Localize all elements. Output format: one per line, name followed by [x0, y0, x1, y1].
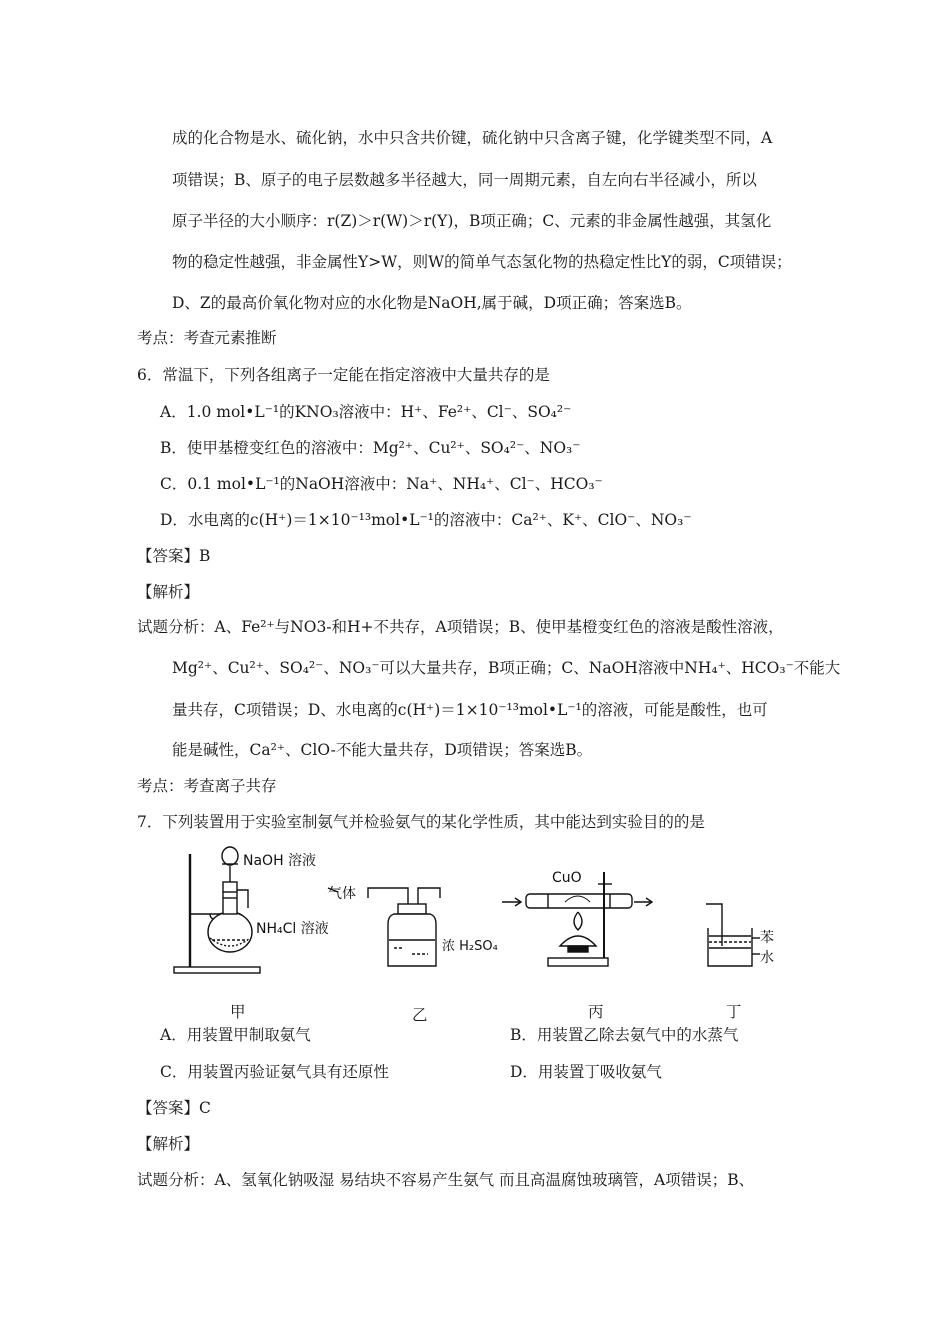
q6-analysis-4: 能是碱性，Ca²⁺、ClO-不能大量共存，D项错误；答案选B。: [172, 741, 593, 759]
label-cuo: CuO: [552, 870, 582, 886]
q5-kaodian: 考点：考查元素推断: [137, 329, 277, 347]
q7-option-d: D．用装置丁吸收氨气: [510, 1063, 662, 1081]
q7-jiexi: 【解析】: [137, 1135, 200, 1153]
apparatus-yi: [328, 885, 440, 966]
apparatus-ding: [706, 904, 760, 966]
label-water: 水: [760, 950, 774, 966]
q5-line-1: 成的化合物是水、硫化钠，水中只含共价键，硫化钠中只含离子键，化学键类型不同，A: [172, 129, 773, 147]
q7-option-a: A．用装置甲制取氨气: [160, 1026, 311, 1044]
q6-analysis-2: Mg²⁺、Cu²⁺、SO₄²⁻、NO₃⁻可以大量共存，B项正确；C、NaOH溶液中NH₄⁺、HCO₃⁻不能大: [172, 659, 841, 677]
q5-line-4: 物的稳定性越强，非金属性Y>W，则W的简单气态氢化物的热稳定性比Y的弱，C项错误；: [172, 253, 792, 271]
label-benzene: 苯: [760, 930, 774, 946]
q7-option-b: B．用装置乙除去氨气中的水蒸气: [510, 1026, 739, 1044]
label-naoh: NaOH 溶液: [243, 853, 317, 869]
caption-bing: 丙: [588, 1003, 604, 1021]
q7-stem: 7．下列装置用于实验室制氨气并检验氨气的某化学性质，其中能达到实验目的的是: [137, 813, 705, 831]
q7-option-c: C．用装置丙验证氨气具有还原性: [160, 1063, 389, 1081]
q6-option-c: C．0.1 mol•L⁻¹的NaOH溶液中：Na⁺、NH₄⁺、Cl⁻、HCO₃⁻: [160, 475, 603, 493]
caption-yi: 乙: [412, 1006, 428, 1024]
q6-option-d: D．水电离的c(H⁺)＝1×10⁻¹³mol•L⁻¹的溶液中：Ca²⁺、K⁺、ClO⁻、NO₃⁻: [160, 511, 692, 529]
label-nh4cl: NH₄Cl 溶液: [256, 921, 329, 937]
q6-option-a: A．1.0 mol•L⁻¹的KNO₃溶液中：H⁺、Fe²⁺、Cl⁻、SO₄²⁻: [160, 403, 572, 421]
apparatus-bing: [502, 872, 652, 966]
q7-answer: 【答案】C: [137, 1099, 211, 1117]
q6-option-b: B．使甲基橙变红色的溶液中：Mg²⁺、Cu²⁺、SO₄²⁻、NO₃⁻: [160, 439, 581, 457]
apparatus-figure: [0, 842, 950, 982]
q5-line-5: D、Z的最高价氧化物对应的水化物是NaOH,属于碱，D项正确；答案选B。: [172, 294, 692, 312]
q6-analysis-3: 量共存，C项错误；D、水电离的c(H⁺)＝1×10⁻¹³mol•L⁻¹的溶液，可能是酸性，也可: [172, 701, 768, 719]
caption-ding: 丁: [726, 1003, 742, 1021]
caption-jia: 甲: [230, 1003, 246, 1021]
q6-kaodian: 考点：考查离子共存: [137, 777, 277, 795]
q7-analysis-1: 试题分析：A、氢氧化钠吸湿 易结块不容易产生氨气 而且高温腐蚀玻璃管，A项错误；B、: [137, 1171, 755, 1189]
q5-line-3: 原子半径的大小顺序：r(Z)＞r(W)＞r(Y)，B项正确；C、元素的非金属性越强，其氢化: [172, 212, 772, 230]
q6-answer: 【答案】B: [137, 547, 211, 565]
q6-jiexi: 【解析】: [137, 583, 200, 601]
q6-analysis-1: 试题分析：A、Fe²⁺与NO3-和H+不共存，A项错误；B、使甲基橙变红色的溶液是酸性溶液，: [137, 618, 784, 636]
label-gas: 气体: [328, 886, 356, 902]
label-h2so4: 浓 H₂SO₄: [442, 939, 498, 954]
q5-line-2: 项错误；B、原子的电子层数越多半径越大，同一周期元素，自左向右半径减小，所以: [172, 171, 757, 189]
q6-stem: 6．常温下，下列各组离子一定能在指定溶液中大量共存的是: [137, 366, 550, 384]
